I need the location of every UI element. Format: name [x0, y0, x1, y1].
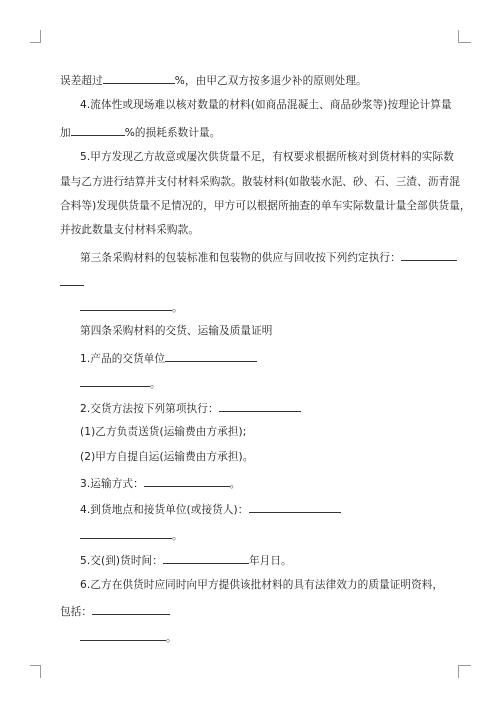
crop-mark-top-left — [30, 30, 41, 43]
text-loss-factor: %的损耗系数计量。 — [124, 127, 221, 139]
fill-blank-loss-rate[interactable] — [71, 124, 125, 136]
text-item-5: 5.甲方发现乙方故意或屡次供货量不足，有权要求根据所核对到货材料的实际数 — [80, 151, 454, 163]
text-settlement-rule: %，由甲乙双方按多退少补的原则处理。 — [174, 75, 367, 87]
paragraph-line-2 — [80, 98, 452, 112]
paragraph-line-7 — [60, 223, 199, 237]
paragraph-line-19 — [80, 527, 183, 543]
paragraph-line-12 — [80, 350, 257, 366]
text-option-1: (1)乙方负责送货(运输费由方承担); — [80, 426, 247, 438]
text-period: 。 — [229, 478, 241, 490]
fill-blank-delivery-unit-cont[interactable] — [80, 375, 150, 387]
text-add: 加 — [60, 127, 71, 139]
fill-blank-transport-mode[interactable] — [144, 475, 230, 487]
text-error-exceeds: 误差超过 — [60, 75, 103, 87]
paragraph-line-11 — [80, 324, 273, 338]
fill-blank-delivery-unit[interactable] — [165, 350, 257, 362]
text-period: 。 — [172, 530, 183, 542]
text-date-suffix: 年月日。 — [248, 555, 292, 567]
fill-blank-packaging-end[interactable] — [80, 299, 172, 311]
fill-blank-delivery-method[interactable] — [219, 400, 301, 412]
text-including: 包括： — [60, 606, 93, 618]
text-delivery-method: 2.交货方法按下列第项执行： — [80, 403, 219, 415]
text-item-5-cont-1: 量与乙方进行结算并支付材料采购款。散装材料(如散装水泥、砂、石、三渣、沥青混 — [60, 176, 460, 188]
text-item-4: 4.流体性或现场难以核对数量的材料(如商品混凝土、商品砂浆等)按理论计算量 — [80, 99, 452, 111]
paragraph-line-13 — [80, 375, 161, 391]
text-transport-mode: 3.运输方式： — [80, 478, 144, 490]
text-article-3: 第三条采购材料的包装标准和包装物的供应与回收按下列约定执行： — [80, 252, 401, 264]
paragraph-line-16 — [80, 450, 253, 464]
paragraph-line-3 — [60, 124, 220, 140]
text-delivery-time: 5.交(到)货时间： — [80, 555, 163, 567]
fill-blank-tolerance[interactable] — [103, 72, 175, 84]
text-delivery-unit: 1.产品的交货单位 — [80, 353, 166, 365]
paragraph-line-10 — [80, 299, 183, 315]
crop-mark-top-right — [458, 30, 471, 43]
fill-blank-quality-docs[interactable] — [92, 603, 170, 615]
paragraph-line-6 — [60, 199, 471, 213]
fill-blank-delivery-place-cont[interactable] — [80, 527, 172, 539]
text-item-6: 6.乙方在供货时应同时向甲方提供该批材料的具有法律效力的质量证明资料， — [80, 579, 444, 591]
fill-blank-quality-docs-cont[interactable] — [80, 629, 166, 641]
paragraph-line-20 — [80, 552, 292, 568]
fill-blank-packaging-cont[interactable] — [60, 274, 84, 286]
text-article-4: 第四条采购材料的交货、运输及质量证明 — [80, 325, 273, 337]
crop-mark-bottom-right — [458, 665, 471, 678]
text-period: 。 — [150, 378, 161, 390]
text-option-2: (2)甲方自提自运(运输费由方承担)。 — [80, 451, 254, 463]
text-delivery-place: 4.到货地点和接货单位(或接货人)： — [80, 504, 249, 516]
paragraph-line-1 — [60, 72, 367, 88]
fill-blank-delivery-time[interactable] — [163, 552, 249, 564]
paragraph-line-22 — [60, 603, 170, 619]
paragraph-line-8 — [80, 249, 457, 265]
paragraph-line-4 — [80, 150, 454, 164]
paragraph-line-15 — [80, 425, 246, 439]
paragraph-line-18 — [80, 501, 341, 517]
paragraph-line-5 — [60, 175, 460, 189]
text-item-5-cont-2: 合料等)发现供货量不足情况的，甲方可以根据所抽查的单车实际数量计量全部供货量， — [60, 200, 471, 212]
paragraph-line-17 — [80, 475, 240, 491]
crop-mark-bottom-left — [30, 665, 41, 678]
text-period: 。 — [172, 302, 183, 314]
text-period: 。 — [166, 632, 177, 644]
paragraph-line-14 — [80, 400, 301, 416]
paragraph-line-9 — [60, 274, 84, 290]
text-item-5-cont-3: 并按此数量支付材料采购款。 — [60, 224, 200, 236]
paragraph-line-23 — [80, 629, 177, 645]
paragraph-line-21 — [80, 578, 443, 592]
fill-blank-packaging[interactable] — [401, 249, 457, 261]
fill-blank-delivery-place[interactable] — [249, 501, 341, 513]
